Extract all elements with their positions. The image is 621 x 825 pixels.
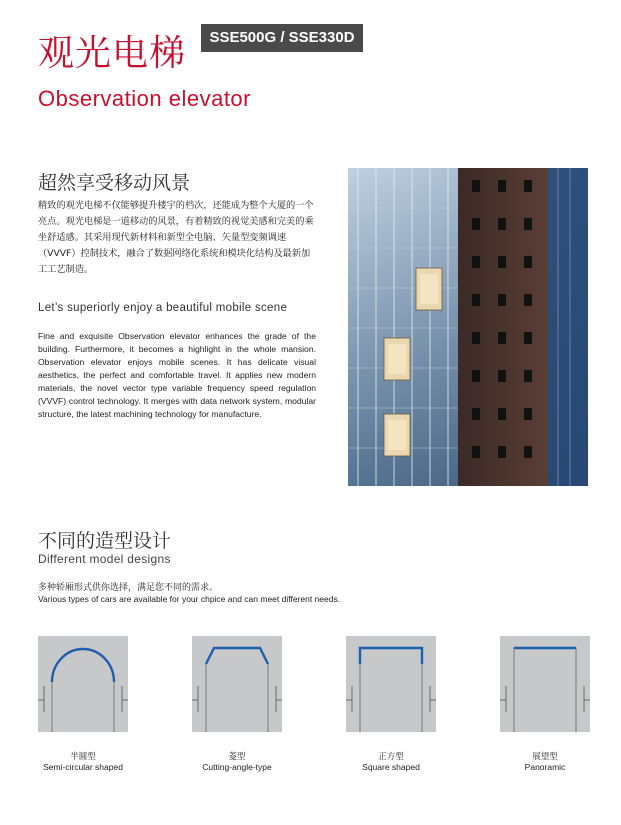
elevator-photo	[348, 168, 588, 486]
model-badge: SSE500G / SSE330D	[201, 24, 363, 52]
car-diagram-panoramic	[500, 636, 590, 732]
car-caption	[167, 752, 307, 772]
car-caption-en: Cutting-angle-type	[202, 762, 272, 772]
car-diagram-square	[346, 636, 436, 732]
section-note-cn: 多种轿厢形式供你选择，满足您不同的需求。	[38, 583, 219, 593]
car-diagram-semicircular	[38, 636, 128, 732]
car-caption-cn: 半圆型	[70, 752, 96, 762]
car-caption	[321, 752, 461, 772]
car-caption-en: Semi-circular shaped	[43, 762, 123, 772]
page-title-cn: 观光电梯	[38, 33, 187, 74]
section-heading-en: Let’s superiorly enjoy a beautiful mobile scene	[38, 302, 288, 314]
page-title-en: Observation elevator	[38, 86, 251, 111]
section-body-en: Fine and exquisite Observation elevator enhances the grade of the building. Furthermore, it becomes a highlight in the whole mansion. Observation elevator enjoys mobile scenes. It has delicate visual aesthetics, the perfect and comfortable travel. It applies new modern materials, the novel vector type variable frequency speed regulation (VVVF) control technology. It merges with data network system, modular structure, the latest machining technology for manufacture.	[38, 331, 316, 419]
car-caption-cn: 展望型	[532, 752, 558, 762]
car-caption-cn: 菱型	[228, 752, 246, 762]
car-caption	[475, 752, 615, 772]
section-note-en: Various types of cars are available for your chpice and can meet different needs.	[38, 594, 341, 604]
car-caption-en: Square shaped	[362, 762, 420, 772]
car-caption	[13, 752, 153, 772]
section-body-cn: 精致的观光电梯不仅能够提升楼宇的档次，还能成为整个大厦的一个亮点。观光电梯是一道移动的风景，有着精致的视觉美感和完美的乘坐舒适感。其采用现代新材料和新型全电脑、矢量型变频调速（VVVF）控制技术，融合了数据网络化系统和模块化结构及最新加工工艺制造。	[38, 200, 314, 275]
section-heading-cn: 超然享受移动风景	[38, 172, 191, 194]
car-diagram-cutting-angle	[192, 636, 282, 732]
car-caption-cn: 正方型	[378, 752, 404, 762]
section-heading-en: Different model designs	[38, 552, 171, 566]
car-caption-en: Panoramic	[524, 762, 566, 772]
section-heading-cn: 不同的造型设计	[38, 530, 172, 552]
